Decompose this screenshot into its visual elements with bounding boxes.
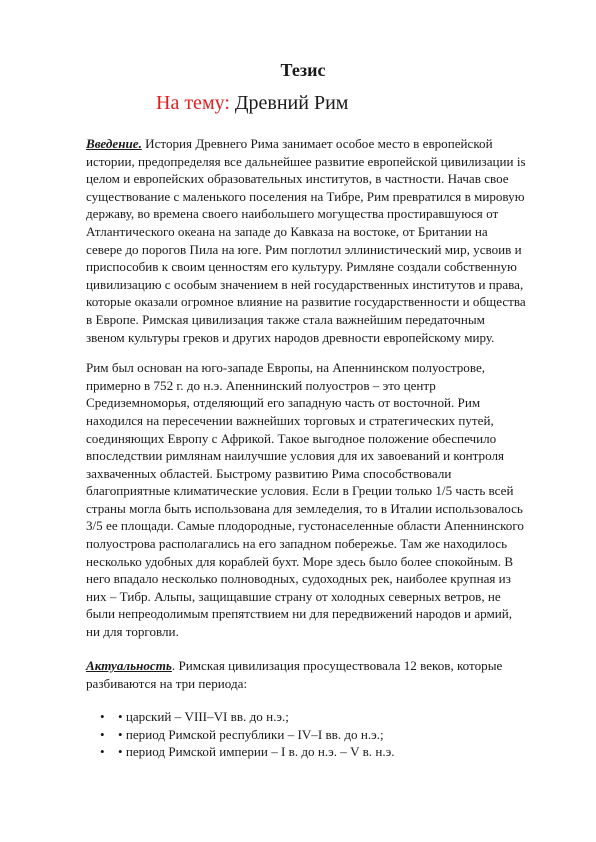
list-item-text: • период Римской империи – I в. до н.э. – V в. н.э.	[118, 744, 395, 760]
relevance-text: . Римская цивилизация просуществовала 12 веков, которые разбиваются на три периода:	[86, 658, 503, 691]
bullet-icon: •	[100, 726, 105, 742]
document-body	[86, 135, 526, 641]
geography-paragraph: Рим был основан на юго-западе Европы, на Апеннинском полуострове, примерно в 752 г. до н.э. Апеннинский полуостров – это центр Средиземноморья, отделяющий его западную часть от восточной. Рим находился на пересечении важнейших торговых и стратегических путей, соединяющих Европу с Африкой. Такое выгодное положение обеспечило впоследствии римлянам наилучшие условия для их завоеваний и контроля захваченных областей. Быстрому развитию Рима способствовали благоприятные климатические условия. Если в Греции только 1/5 часть всей страны могла быть использована для земледелия, то в Италии использовалось 3/5 ее площади. Самые плодородные, густонаселенные области Апеннинского полуострова располагались на его западном побережье. Там же находилось несколько удобных для кораблей бухт. Море здесь было более спокойным. В него впадало несколько полноводных, судоходных рек, наиболее крупная из них – Тибр. Альпы, защищавшие страну от холодных северных ветров, не были непреодолимым препятствием ни для передвижений народов и армий, ни для торговли.	[86, 360, 524, 640]
relevance-heading: Актуальность	[86, 658, 172, 673]
subtitle-label: На тему:	[156, 92, 230, 114]
bullet-icon: •	[100, 744, 105, 760]
document-subtitle	[156, 92, 348, 115]
intro-text: История Древнего Рима занимает особое место в европейской истории, предопределяя все дальнейшее развитие европейской цивилизации is целом и европейских образовательных институтов, в частности. Начав свое существование с маленького поселения на Тибре, Рим превратился в мировую державу, во времена своего наибольшего могущества простиравшуюся от Атлантического океана на западе до Кавказа на востоке, от Британии на севере до порогов Пила на юге. Рим поглотил эллинистический мир, усвоив и приспособив к своим ценностям его культуру. Римляне создали собственную цивилизацию с особым значением в ней государственных институтов и права, которые оказали огромное влияние на развитие государственности и общества в Европе. Римская цивилизация также стала важнейшим передаточным звеном культуры греков и других народов древности европейскому миру.	[86, 136, 526, 345]
subtitle-topic: Древний Рим	[229, 92, 349, 114]
intro-paragraph	[86, 135, 526, 346]
intro-heading: Введение.	[86, 136, 142, 151]
relevance-paragraph	[86, 657, 526, 692]
periods-list	[100, 708, 520, 761]
bullet-icon: •	[100, 709, 105, 724]
list-item-text: • период Римской республики – IV–I вв. до н.э.;	[118, 726, 384, 742]
list-item	[100, 743, 520, 761]
list-item	[100, 726, 520, 744]
document-title: Тезис	[280, 60, 326, 80]
list-item	[100, 708, 520, 726]
list-item-text: • царский – VIII–VI вв. до н.э.;	[118, 709, 289, 724]
